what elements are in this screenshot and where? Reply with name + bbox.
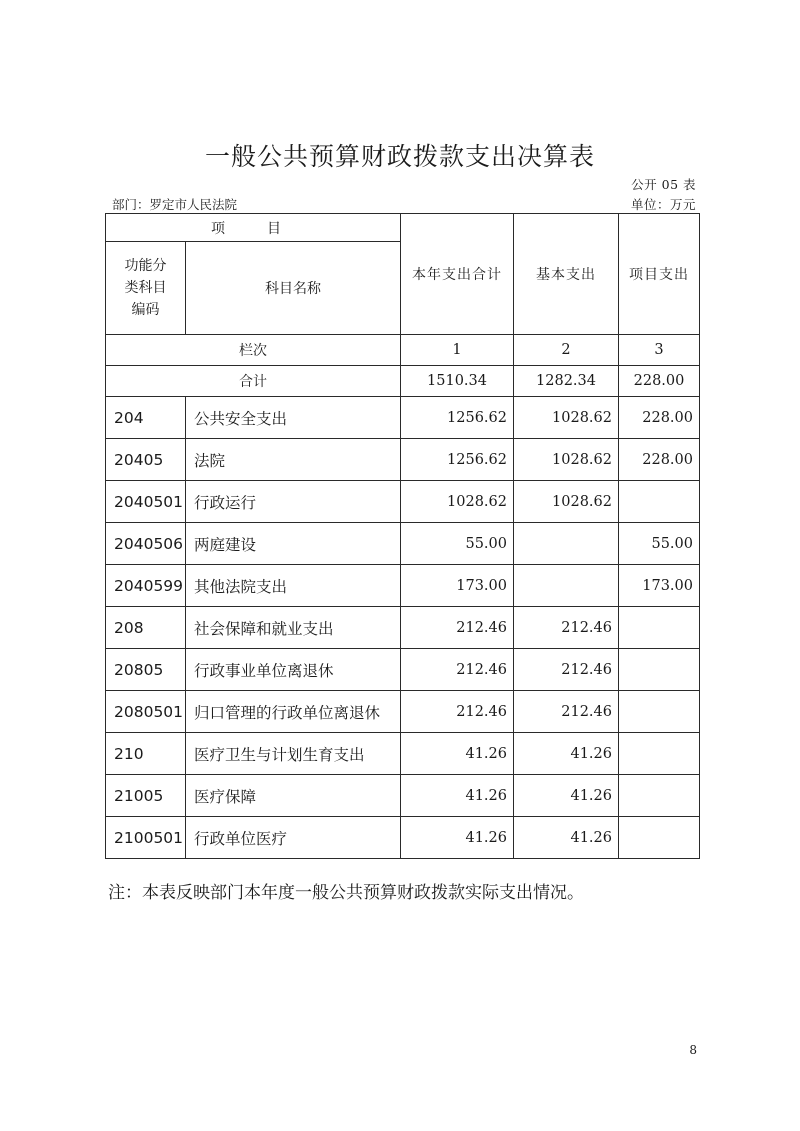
total-c2: 1282.34 [514, 366, 619, 397]
table-row [106, 817, 700, 859]
row-c3: 173.00 [619, 565, 700, 607]
form-number: 公开 05 表 [631, 177, 696, 192]
row-c1: 1256.62 [401, 439, 514, 481]
row-c3: 55.00 [619, 523, 700, 565]
header-lanci: 栏次 [106, 335, 401, 366]
row-code: 20405 [106, 439, 186, 481]
row-name: 其他法院支出 [186, 565, 401, 607]
row-c2: 41.26 [514, 775, 619, 817]
row-name: 医疗保障 [186, 775, 401, 817]
row-name: 行政运行 [186, 481, 401, 523]
header-name: 科目名称 [186, 242, 401, 335]
row-code: 204 [106, 397, 186, 439]
row-c2: 1028.62 [514, 397, 619, 439]
table-row [106, 523, 700, 565]
index-2: 2 [514, 335, 619, 366]
row-c3 [619, 481, 700, 523]
table-row [106, 565, 700, 607]
row-name: 社会保障和就业支出 [186, 607, 401, 649]
header-code: 功能分类科目编码 [124, 258, 167, 318]
table-row [106, 649, 700, 691]
total-label: 合计 [106, 366, 401, 397]
row-code: 208 [106, 607, 186, 649]
table-row [106, 439, 700, 481]
row-code: 2040599 [106, 565, 186, 607]
row-c1: 41.26 [401, 733, 514, 775]
row-c1: 212.46 [401, 691, 514, 733]
row-code: 2080501 [106, 691, 186, 733]
row-name: 归口管理的行政单位离退休 [186, 691, 401, 733]
row-c1: 1028.62 [401, 481, 514, 523]
row-c2: 41.26 [514, 817, 619, 859]
row-c1: 41.26 [401, 817, 514, 859]
row-c2: 212.46 [514, 691, 619, 733]
total-c3: 228.00 [619, 366, 700, 397]
row-c2: 212.46 [514, 607, 619, 649]
row-c3 [619, 775, 700, 817]
table-row [106, 481, 700, 523]
index-3: 3 [619, 335, 700, 366]
row-c2: 41.26 [514, 733, 619, 775]
row-code: 21005 [106, 775, 186, 817]
row-c3 [619, 649, 700, 691]
department-label: 部门：罗定市人民法院 [112, 197, 238, 212]
total-c1: 1510.34 [401, 366, 514, 397]
row-code: 20805 [106, 649, 186, 691]
table-row [106, 607, 700, 649]
header-basic-expenditure: 基本支出 [514, 214, 619, 335]
row-c2: 1028.62 [514, 481, 619, 523]
row-code: 2100501 [106, 817, 186, 859]
row-c3 [619, 691, 700, 733]
row-c1: 1256.62 [401, 397, 514, 439]
row-c1: 55.00 [401, 523, 514, 565]
table-row [106, 691, 700, 733]
row-code: 2040501 [106, 481, 186, 523]
footnote: 注：本表反映部门本年度一般公共预算财政拨款实际支出情况。 [108, 883, 584, 903]
row-name: 法院 [186, 439, 401, 481]
row-code: 210 [106, 733, 186, 775]
row-name: 行政单位医疗 [186, 817, 401, 859]
row-c2 [514, 523, 619, 565]
table-row [106, 733, 700, 775]
row-c1: 41.26 [401, 775, 514, 817]
row-c3 [619, 607, 700, 649]
table-row [106, 397, 700, 439]
page-title: 一般公共预算财政拨款支出决算表 [204, 142, 595, 171]
row-name: 行政事业单位离退休 [186, 649, 401, 691]
row-code: 2040506 [106, 523, 186, 565]
table-row [106, 775, 700, 817]
row-c2: 1028.62 [514, 439, 619, 481]
row-c1: 173.00 [401, 565, 514, 607]
unit-label: 单位：万元 [630, 197, 696, 212]
row-c2 [514, 565, 619, 607]
header-item: 项 目 [106, 214, 401, 242]
row-c2: 212.46 [514, 649, 619, 691]
row-name: 两庭建设 [186, 523, 401, 565]
row-c3: 228.00 [619, 439, 700, 481]
row-c1: 212.46 [401, 607, 514, 649]
row-name: 公共安全支出 [186, 397, 401, 439]
row-c3: 228.00 [619, 397, 700, 439]
index-1: 1 [401, 335, 514, 366]
row-name: 医疗卫生与计划生育支出 [186, 733, 401, 775]
page-number: 8 [689, 1043, 697, 1057]
row-c3 [619, 817, 700, 859]
header-total-expenditure: 本年支出合计 [401, 214, 514, 335]
budget-table [105, 213, 700, 859]
header-project-expenditure: 项目支出 [619, 214, 700, 335]
row-c3 [619, 733, 700, 775]
row-c1: 212.46 [401, 649, 514, 691]
